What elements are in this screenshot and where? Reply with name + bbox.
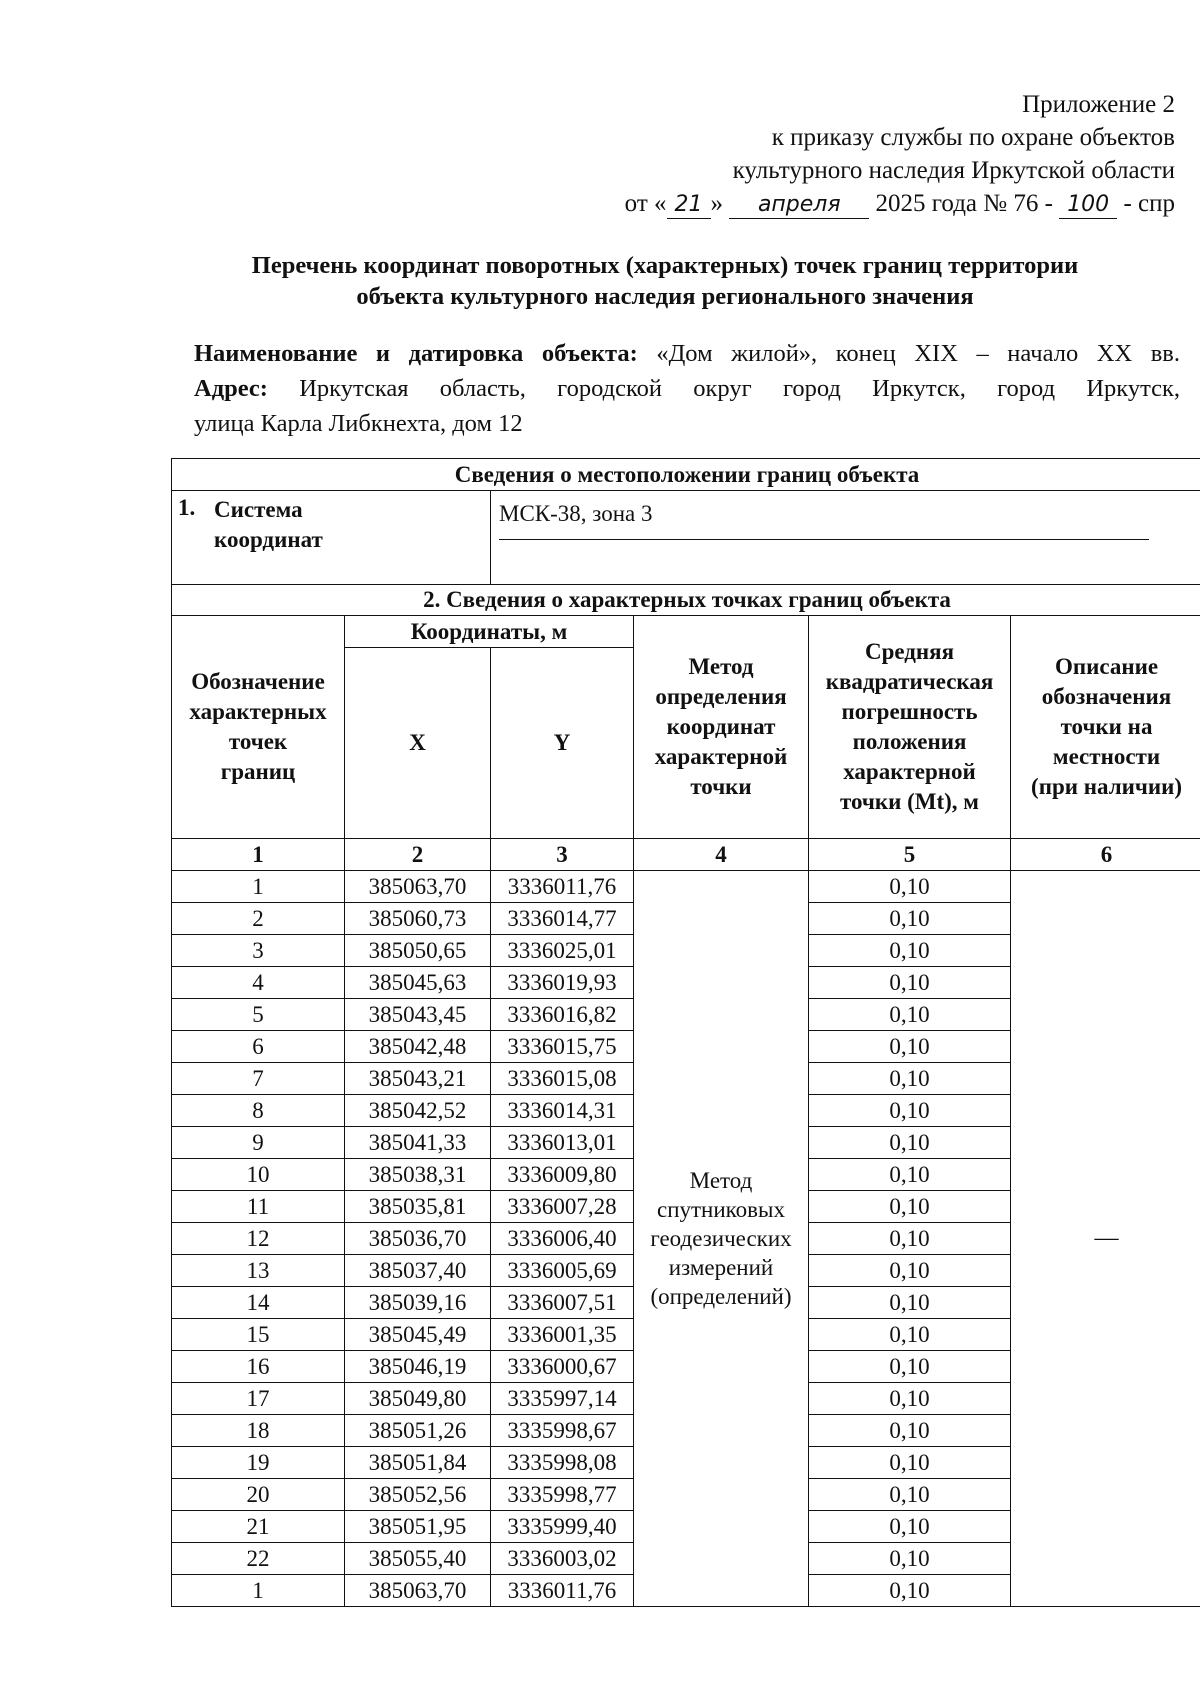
coord-y: 3335998,67 (491, 1415, 634, 1447)
coordinate-system-label-text (214, 495, 323, 555)
appendix-order-line: к приказу службы по охране объектов (771, 124, 1175, 151)
point-number: 18 (172, 1415, 345, 1447)
mean-square-error: 0,10 (809, 1479, 1011, 1511)
object-info (194, 336, 1180, 441)
coord-x: 385051,95 (345, 1511, 491, 1543)
object-address-label: Адрес: (194, 375, 268, 402)
col-header-desc-l4: местности (1052, 744, 1161, 769)
mean-square-error: 0,10 (809, 1511, 1011, 1543)
col-header-x: X (345, 648, 491, 839)
point-number: 15 (172, 1319, 345, 1351)
col-header-desc-l3: точки на (1060, 714, 1153, 739)
coord-x: 385051,26 (345, 1415, 491, 1447)
order-suffix: - спр (1123, 190, 1175, 217)
point-number: 19 (172, 1447, 345, 1479)
appendix-header (625, 88, 1175, 220)
mean-square-error: 0,10 (809, 871, 1011, 903)
handwritten-day: 21 (667, 192, 711, 219)
coord-y: 3336015,08 (491, 1063, 634, 1095)
point-number: 12 (172, 1223, 345, 1255)
col-header-method (634, 616, 809, 839)
coord-y: 3335997,14 (491, 1383, 634, 1415)
coord-y: 3336013,01 (491, 1127, 634, 1159)
column-number: 4 (634, 839, 809, 871)
point-number: 3 (172, 935, 345, 967)
col-header-error-l5: характерной (843, 759, 976, 784)
coord-y: 3336015,75 (491, 1031, 634, 1063)
method-line: Метод (689, 1168, 753, 1193)
object-name-label: Наименование и датировка объекта: (194, 340, 638, 367)
date-prefix: от « (624, 190, 667, 217)
handwritten-month: апреля (729, 192, 869, 219)
coord-x: 385050,65 (345, 935, 491, 967)
col-header-error-l1: Средняя (864, 639, 955, 664)
mean-square-error: 0,10 (809, 1031, 1011, 1063)
column-number-row (172, 839, 1200, 871)
coord-y: 3336005,69 (491, 1255, 634, 1287)
point-number: 2 (172, 903, 345, 935)
col-header-points-l1: Обозначение (191, 669, 325, 694)
col-header-desc-l1: Описание (1054, 654, 1159, 679)
object-address-line-2: улица Карла Либкнехта, дом 12 (194, 410, 523, 437)
coord-y: 3336006,40 (491, 1223, 634, 1255)
date-mid: » (710, 190, 724, 217)
table-row (172, 871, 1200, 903)
mean-square-error: 0,10 (809, 1127, 1011, 1159)
column-number: 2 (345, 839, 491, 871)
description-cell: — (1011, 871, 1200, 1607)
col-header-error-l3: погрешность (841, 699, 978, 724)
point-number: 9 (172, 1127, 345, 1159)
col-header-desc-l2: обозначения (1041, 684, 1172, 709)
coord-x: 385043,45 (345, 999, 491, 1031)
point-number: 16 (172, 1351, 345, 1383)
coord-y: 3336016,82 (491, 999, 634, 1031)
coord-x: 385052,56 (345, 1479, 491, 1511)
coord-y: 3336014,77 (491, 903, 634, 935)
point-number: 13 (172, 1255, 345, 1287)
mean-square-error: 0,10 (809, 1159, 1011, 1191)
object-name-value: «Дом жилой», конец XIX – начало XX вв. (656, 340, 1181, 367)
coordinate-system-number: 1. (178, 495, 196, 520)
col-header-points-l2: характерных (189, 699, 327, 724)
col-header-error (809, 616, 1011, 839)
point-number: 21 (172, 1511, 345, 1543)
coord-x: 385036,70 (345, 1223, 491, 1255)
points-section-title: 2. Сведения о характерных точках границ объекта (172, 585, 1200, 616)
point-number: 22 (172, 1543, 345, 1575)
coordinate-system-value-cell (491, 491, 1200, 585)
coordinate-system-label-2: координат (214, 527, 323, 552)
coordinate-system-label-1: Система (214, 497, 303, 522)
coord-y: 3336019,93 (491, 967, 634, 999)
col-header-error-l2: квадратическая (825, 669, 994, 694)
coord-x: 385046,19 (345, 1351, 491, 1383)
coord-y: 3335998,77 (491, 1479, 634, 1511)
mean-square-error: 0,10 (809, 903, 1011, 935)
coord-x: 385042,52 (345, 1095, 491, 1127)
document-title (150, 250, 1180, 312)
boundary-table (171, 458, 1200, 1607)
coord-x: 385037,40 (345, 1255, 491, 1287)
coord-y: 3336003,02 (491, 1543, 634, 1575)
column-number: 6 (1011, 839, 1200, 871)
mean-square-error: 0,10 (809, 1255, 1011, 1287)
mean-square-error: 0,10 (809, 967, 1011, 999)
coord-x: 385045,49 (345, 1319, 491, 1351)
coord-y: 3336011,76 (491, 1575, 634, 1607)
coord-y: 3336025,01 (491, 935, 634, 967)
mean-square-error: 0,10 (809, 1415, 1011, 1447)
coord-x: 385039,16 (345, 1287, 491, 1319)
col-header-coords: Координаты, м (345, 616, 634, 648)
method-cell (634, 871, 809, 1607)
point-number: 5 (172, 999, 345, 1031)
object-name-line (194, 336, 1180, 371)
mean-square-error: 0,10 (809, 1191, 1011, 1223)
column-number: 3 (491, 839, 634, 871)
coord-x: 385051,84 (345, 1447, 491, 1479)
coord-y: 3336000,67 (491, 1351, 634, 1383)
mean-square-error: 0,10 (809, 1063, 1011, 1095)
column-number: 5 (809, 839, 1011, 871)
point-number: 10 (172, 1159, 345, 1191)
coord-y: 3336007,28 (491, 1191, 634, 1223)
section-title: Сведения о местоположении границ объекта (172, 459, 1200, 491)
coordinate-system-label-wrap (178, 495, 490, 555)
method-line: спутниковых (656, 1197, 785, 1222)
method-line: измерений (668, 1255, 774, 1280)
coord-x: 385055,40 (345, 1543, 491, 1575)
point-number: 11 (172, 1191, 345, 1223)
mean-square-error: 0,10 (809, 1575, 1011, 1607)
mean-square-error: 0,10 (809, 1383, 1011, 1415)
col-header-method-l3: координат (666, 714, 776, 739)
col-header-description (1011, 616, 1200, 839)
title-line-2: объекта культурного наследия регионального значения (356, 283, 974, 310)
col-header-method-l4: характерной (654, 744, 788, 769)
coord-x: 385035,81 (345, 1191, 491, 1223)
point-number: 7 (172, 1063, 345, 1095)
col-header-error-l4: положения (852, 729, 967, 754)
point-number: 6 (172, 1031, 345, 1063)
appendix-date-line (625, 187, 1175, 220)
title-line-1: Перечень координат поворотных (характерных) точек границ территории (251, 252, 1079, 279)
mean-square-error: 0,10 (809, 1287, 1011, 1319)
column-number: 1 (172, 839, 345, 871)
col-header-desc-l5: (при наличии) (1031, 774, 1182, 799)
point-number: 1 (172, 871, 345, 903)
col-header-method-l5: точки (690, 774, 752, 799)
coord-y: 3336014,31 (491, 1095, 634, 1127)
year-text: 2025 года № 76 - (875, 190, 1053, 217)
points-table-body (172, 871, 1200, 1607)
coordinate-system-label (172, 491, 491, 585)
col-header-points (172, 616, 345, 839)
mean-square-error: 0,10 (809, 935, 1011, 967)
coord-y: 3335999,40 (491, 1511, 634, 1543)
mean-square-error: 0,10 (809, 1095, 1011, 1127)
mean-square-error: 0,10 (809, 1447, 1011, 1479)
col-header-points-l3: точек (228, 729, 288, 754)
object-address-line-1: Иркутская область, городской округ город Иркутск, город Иркутск, (299, 375, 1180, 402)
coord-x: 385049,80 (345, 1383, 491, 1415)
point-number: 8 (172, 1095, 345, 1127)
mean-square-error: 0,10 (809, 1351, 1011, 1383)
handwritten-number: 100 (1059, 192, 1117, 219)
method-line: геодезических (650, 1226, 792, 1251)
coord-x: 385043,21 (345, 1063, 491, 1095)
coord-x: 385038,31 (345, 1159, 491, 1191)
coord-y: 3336007,51 (491, 1287, 634, 1319)
mean-square-error: 0,10 (809, 999, 1011, 1031)
coord-y: 3335998,08 (491, 1447, 634, 1479)
appendix-title: Приложение 2 (1022, 91, 1175, 118)
col-header-y: Y (491, 648, 634, 839)
coord-y: 3336001,35 (491, 1319, 634, 1351)
col-header-method-l1: Метод (688, 654, 754, 679)
col-header-points-l4: границ (220, 759, 296, 784)
mean-square-error: 0,10 (809, 1223, 1011, 1255)
method-line: (определений) (650, 1284, 792, 1309)
col-header-error-l6: точки (Mt), м (840, 789, 979, 814)
coordinate-system-value: МСК-38, зона 3 (499, 501, 1149, 540)
coord-x: 385042,48 (345, 1031, 491, 1063)
coord-x: 385041,33 (345, 1127, 491, 1159)
col-header-method-l2: определения (655, 684, 787, 709)
appendix-service-line: культурного наследия Иркутской области (732, 157, 1175, 184)
point-number: 17 (172, 1383, 345, 1415)
point-number: 20 (172, 1479, 345, 1511)
coord-y: 3336009,80 (491, 1159, 634, 1191)
coord-x: 385063,70 (345, 871, 491, 903)
coord-x: 385060,73 (345, 903, 491, 935)
coord-x: 385063,70 (345, 1575, 491, 1607)
point-number: 1 (172, 1575, 345, 1607)
mean-square-error: 0,10 (809, 1543, 1011, 1575)
point-number: 4 (172, 967, 345, 999)
coord-x: 385045,63 (345, 967, 491, 999)
point-number: 14 (172, 1287, 345, 1319)
mean-square-error: 0,10 (809, 1319, 1011, 1351)
object-address-line (194, 371, 1180, 406)
coord-y: 3336011,76 (491, 871, 634, 903)
